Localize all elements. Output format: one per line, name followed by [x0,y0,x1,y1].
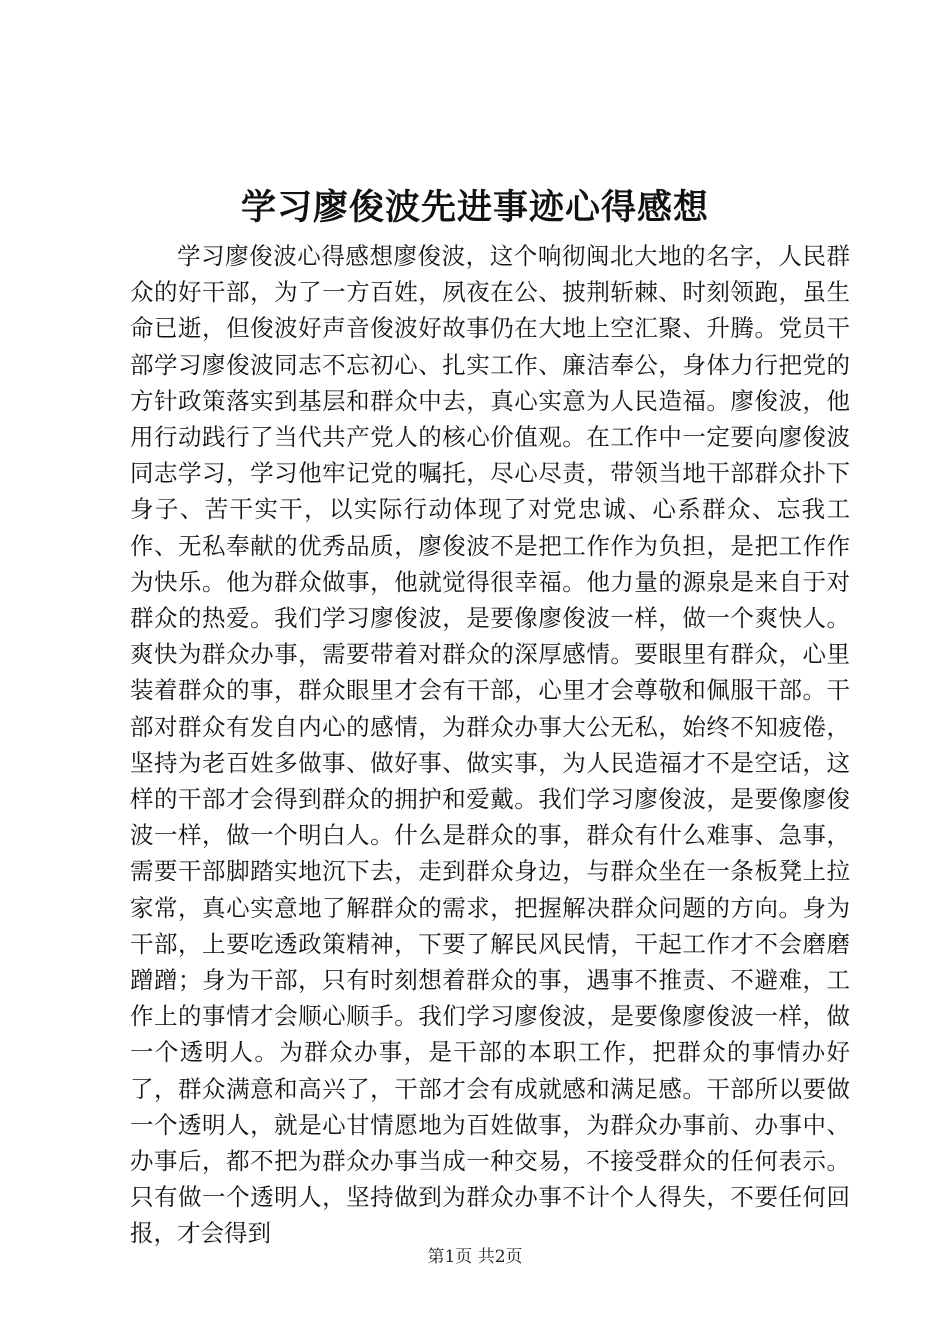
page-footer: 第1页 共2页 [427,1247,523,1267]
document-title: 学习廖俊波先进事迹心得感想 [240,187,709,228]
document-body-paragraph: 学习廖俊波心得感想廖俊波，这个响彻闽北大地的名字，人民群众的好干部，为了一方百姓，夙夜在公、披荆斩棘、时刻领跑，虽生命已逝，但俊波好声音俊波好故事仍在大地上空汇聚、升腾。党员干部学习廖俊波同志不忘初心、扎实工作、廉洁奉公，身体力行把党的方针政策落实到基层和群众中去，真心实意为人民造福。廖俊波，他用行动践行了当代共产党人的核心价值观。在工作中一定要向廖俊波同志学习，学习他牢记党的嘱托，尽心尽责，带领当地干部群众扑下身子、苦干实干，以实际行动体现了对党忠诚、心系群众、忘我工作、无私奉献的优秀品质，廖俊波不是把工作作为负担，是把工作作为快乐。他为群众做事，他就觉得很幸福。他力量的源泉是来自于对群众的热爱。我们学习廖俊波，是要像廖俊波一样，做一个爽快人。爽快为群众办事，需要带着对群众的深厚感情。要眼里有群众，心里装着群众的事，群众眼里才会有干部，心里才会尊敬和佩服干部。干部对群众有发自内心的感情，为群众办事大公无私，始终不知疲倦，坚持为老百姓多做事、做好事、做实事，为人民造福才不是空话，这样的干部才会得到群众的拥护和爱戴。我们学习廖俊波，是要像廖俊波一样，做一个明白人。什么是群众的事，群众有什么难事、急事，需要干部脚踏实地沉下去，走到群众身边，与群众坐在一条板凳上拉家常，真心实意地了解群众的需求，把握解决群众问题的方向。身为干部，上要吃透政策精神，下要了解民风民情，干起工作才不会磨磨蹭蹭；身为干部，只有时刻想着群众的事，遇事不推责、不避难，工作上的事情才会顺心顺手。我们学习廖俊波，是要像廖俊波一样，做一个透明人。为群众办事，是干部的本职工作，把群众的事情办好了，群众满意和高兴了，干部才会有成就感和满足感。干部所以要做一个透明人，就是心甘情愿地为百姓做事，为群众办事前、办事中、办事后，都不把为群众办事当成一种交易，不接受群众的任何表示。只有做一个透明人，坚持做到为群众办事不计个人得失，不要任何回报，才会得到 [130,242,850,1248]
